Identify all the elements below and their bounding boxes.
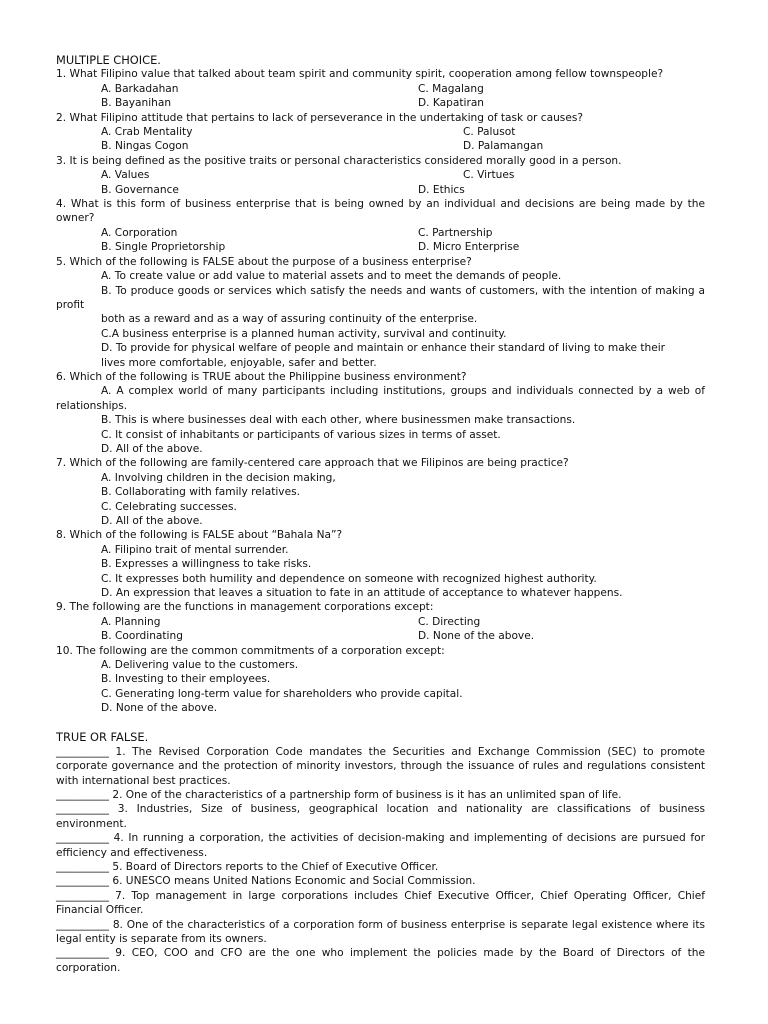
option-b-continued: both as a reward and as a way of assuring continuity of the enterprise. [101, 313, 478, 326]
multiple-choice-heading: MULTIPLE CHOICE. [56, 53, 161, 67]
option-b: B. Coordinating [101, 630, 183, 643]
option-d: D. To provide for physical welfare of people and maintain or enhance their standard of living to make their [101, 342, 666, 355]
option-d: D. None of the above. [101, 702, 218, 715]
true-false-item-7 [56, 889, 705, 918]
question-1-text: 1. What Filipino value that talked about team spirit and community spirit, cooperation among fellow townspeople? [56, 68, 664, 81]
option-c: C.A business enterprise is a planned human activity, survival and continuity. [101, 327, 507, 340]
question-5 [56, 255, 705, 370]
answer-blank[interactable]: __________ [56, 860, 109, 873]
option-c: C. Palusot [463, 126, 516, 139]
question-7-text: 7. Which of the following are family-centered care approach that we Filipinos are being practice? [56, 457, 569, 470]
question-8-text: 8. Which of the following is FALSE about “Bahala Na”? [56, 529, 343, 542]
option-b: B. Bayanihan [101, 97, 172, 110]
option-d: D. Palamangan [463, 140, 544, 153]
answer-blank[interactable]: __________ [56, 947, 109, 960]
option-b: B. Collaborating with family relatives. [101, 486, 300, 499]
question-9 [56, 600, 705, 643]
answer-blank[interactable]: __________ [56, 832, 109, 845]
option-a: A. Crab Mentality [101, 126, 193, 139]
option-c: C. Generating long-term value for shareholders who provide capital. [101, 687, 463, 700]
question-3-text: 3. It is being defined as the positive traits or personal characteristics considered morally good in a person. [56, 154, 622, 167]
question-1 [56, 67, 705, 110]
option-a: A. Planning [101, 615, 161, 628]
option-b: B. Investing to their employees. [101, 673, 271, 686]
statement-text: 3. Industries, Size of business, geographical location and nationality are classifications of business environment. [56, 803, 705, 830]
true-false-item-8 [56, 918, 705, 947]
option-c: C. It consist of inhabitants or participants of various sizes in terms of asset. [101, 428, 501, 441]
option-d: D. An expression that leaves a situation to fate in an attitude of acceptance to whatever happens. [101, 587, 623, 600]
answer-blank[interactable]: __________ [56, 803, 109, 816]
statement-text: 6. UNESCO means United Nations Economic and Social Commission. [108, 875, 476, 888]
option-d: D. All of the above. [101, 515, 203, 527]
statement-text: 7. Top management in large corporations includes Chief Executive Officer, Chief Operating Officer, Chief Financial Officer. [56, 889, 705, 917]
option-a: A. Filipino trait of mental surrender. [101, 543, 289, 556]
true-false-item-4 [56, 831, 705, 860]
question-2 [56, 111, 705, 154]
true-false-item-2 [56, 788, 705, 802]
question-3-options [56, 168, 705, 197]
option-a: A. Delivering value to the customers. [101, 659, 299, 672]
option-d: D. None of the above. [418, 630, 535, 643]
option-c: C. It expresses both humility and dependence on someone with recognized highest authority. [101, 572, 597, 585]
question-1-options [56, 82, 705, 111]
question-4-options [56, 226, 705, 255]
option-a: A. Involving children in the decision making, [101, 471, 336, 484]
question-6 [56, 370, 705, 456]
statement-text: 2. One of the characteristics of a partnership form of business is it has an unlimited span of life. [108, 788, 622, 801]
option-a: A. Barkadahan [101, 82, 179, 95]
option-b: B. To produce goods or services which satisfy the needs and wants of customers, with the intention of making a profit [56, 284, 705, 311]
statement-text: 5. Board of Directors reports to the Chief of Executive Officer. [108, 860, 439, 873]
question-10 [56, 644, 705, 716]
option-c: C. Directing [418, 615, 481, 628]
question-6-text: 6. Which of the following is TRUE about the Philippine business environment? [56, 370, 467, 383]
answer-blank[interactable]: __________ [56, 889, 109, 902]
question-4 [56, 197, 705, 255]
answer-blank[interactable]: __________ [56, 788, 109, 801]
statement-text: 1. The Revised Corporation Code mandates the Securities and Exchange Commission (SEC) to promote corporate governance and the protection of minority investors, through the issuance of rules and regulations consistent with international best practices. [56, 745, 705, 787]
option-a: A. To create value or add value to material assets and to meet the demands of people. [101, 270, 562, 283]
option-a: A. Corporation [101, 226, 178, 239]
question-2-text: 2. What Filipino attitude that pertains to lack of perseverance in the undertaking of task or causes? [56, 111, 583, 124]
statement-text: 4. In running a corporation, the activities of decision-making and implementing of decisions are pursued for efficiency and effectiveness. [56, 832, 705, 859]
option-a: A. Values [101, 169, 150, 182]
question-2-options [56, 125, 705, 154]
option-d-continued: lives more comfortable, enjoyable, safer and better. [101, 356, 377, 369]
option-b: B. Single Proprietorship [101, 241, 226, 254]
question-5-text: 5. Which of the following is FALSE about the purpose of a business enterprise? [56, 255, 472, 268]
option-d: D. All of the above. [101, 442, 203, 455]
true-false-item-6 [56, 874, 705, 888]
question-4-text: 4. What is this form of business enterprise that is being owned by an individual and decisions are being made by the owner? [56, 198, 705, 225]
option-d: D. Ethics [418, 183, 465, 196]
option-b: B. Ningas Cogon [101, 140, 189, 153]
answer-blank[interactable]: __________ [56, 918, 109, 931]
statement-text: 9. CEO, COO and CFO are the one who implement the policies made by the Board of Directors of the corporation. [56, 947, 705, 974]
true-false-item-5 [56, 860, 705, 874]
question-9-text: 9. The following are the functions in management corporations except: [56, 601, 434, 614]
true-false-list [56, 745, 705, 976]
option-c: C. Magalang [418, 82, 484, 95]
true-false-item-9 [56, 946, 705, 975]
answer-blank[interactable]: __________ [56, 875, 109, 888]
question-3 [56, 154, 705, 197]
option-b: B. Expresses a willingness to take risks. [101, 558, 312, 571]
question-8 [56, 528, 705, 600]
option-b: B. This is where businesses deal with each other, where businessmen make transactions. [101, 414, 576, 427]
question-9-options [56, 615, 705, 644]
true-false-heading: TRUE OR FALSE. [56, 730, 149, 745]
option-a: A. A complex world of many participants including institutions, groups and individuals connected by a web of relationships. [56, 385, 705, 412]
option-d: D. Kapatiran [418, 97, 485, 110]
statement-text: 8. One of the characteristics of a corporation form of business enterprise is separate legal existence where its legal entity is separate from its owners. [56, 918, 705, 945]
option-d: D. Micro Enterprise [418, 241, 520, 254]
option-c: C. Celebrating successes. [101, 500, 237, 513]
true-false-item-1 [56, 745, 705, 788]
true-false-item-3 [56, 802, 705, 831]
question-7 [56, 456, 705, 528]
section-gap [56, 716, 705, 731]
option-c: C. Virtues [463, 169, 515, 182]
option-c: C. Partnership [418, 226, 493, 239]
question-10-text: 10. The following are the common commitments of a corporation except: [56, 644, 445, 657]
answer-blank[interactable]: __________ [56, 745, 109, 758]
option-b: B. Governance [101, 183, 179, 196]
